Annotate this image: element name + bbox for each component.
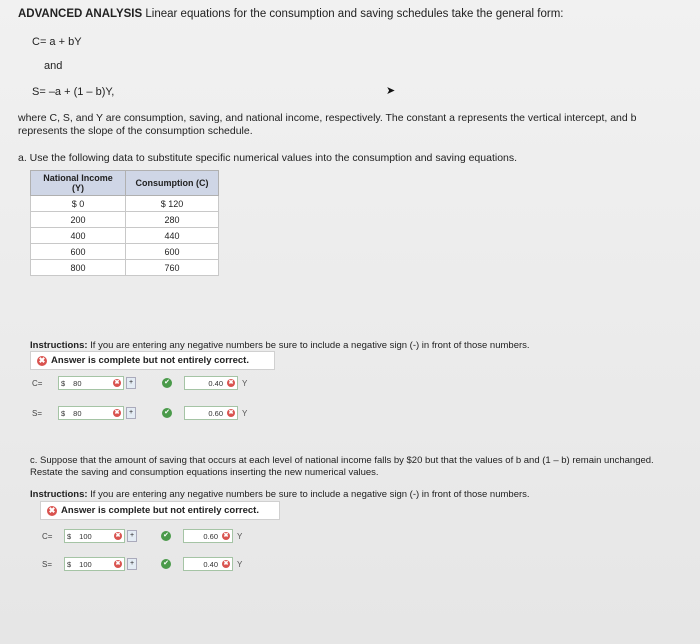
incorrect-icon: ✖ [114,410,120,416]
slope-input[interactable] [183,529,233,543]
instructions-text: If you are entering any negative numbers be sure to include a negative sign (-) in front of those numbers. [87,340,530,351]
slope-value: 0.60 [208,408,223,418]
slope-input[interactable] [184,376,238,390]
table-row [31,260,219,276]
equation-label: C= [42,531,53,541]
table-cell: $ 120 [126,196,219,212]
income-consumption-table [30,170,219,276]
intercept-input[interactable] [64,529,125,543]
instructions-c [30,489,530,500]
slope-value: 0.60 [203,531,218,541]
intercept-input[interactable] [58,406,124,420]
table-header-row [31,171,219,196]
definition-paragraph: where C, S, and Y are consumption, saving, and national income, respectively. The constant a represents the vertical intercept, and b represents the slope of the consumption schedule. [18,112,637,137]
operator-dropdown[interactable]: + [126,407,136,419]
question-heading [18,8,563,20]
column-header: Consumption (C) [126,171,219,196]
correct-icon: ✔ [161,559,171,569]
equation-consumption: C= a + bY [32,36,82,48]
incorrect-icon: ✖ [223,561,229,567]
table-row [31,244,219,260]
equation-label: C= [32,378,43,388]
answer-status-a [30,351,275,370]
slope-value: 0.40 [208,378,223,388]
table-cell: 800 [31,260,126,276]
saving-equation-row-a [32,406,247,420]
table-cell: 440 [126,228,219,244]
answer-status-text: Answer is complete but not entirely correct. [61,505,259,516]
intercept-input[interactable] [64,557,125,571]
operator-dropdown[interactable]: + [126,377,136,389]
table-cell: 600 [126,244,219,260]
incorrect-icon: ✖ [48,505,56,515]
slope-input[interactable] [184,406,238,420]
heading-label: ADVANCED ANALYSIS [18,8,143,20]
mouse-pointer-icon: ➤ [386,85,396,97]
equation-label: S= [42,559,53,569]
incorrect-icon: ✖ [114,380,120,386]
slope-value: 0.40 [203,559,218,569]
table-cell: 200 [31,212,126,228]
part-a-prompt: a. Use the following data to substitute specific numerical values into the consumption and saving equations. [18,152,518,164]
part-c-prompt: c. Suppose that the amount of saving that occurs at each level of national income falls by $20 but that the values of b and (1 – b) remain unchanged. Restate the saving and consumption equations inserting the new numerical values. [30,455,654,478]
dollar-sign: $ [61,378,66,388]
table-row [31,196,219,212]
instructions-label: Instructions: [30,489,88,500]
instructions-a [30,340,530,351]
operator-dropdown[interactable]: + [127,558,137,570]
correct-icon: ✔ [162,408,172,418]
dollar-sign: $ [61,408,66,418]
intercept-value: 100 [79,559,92,569]
answer-status-c [40,501,280,520]
saving-equation-row-c [42,557,242,571]
table-cell: 280 [126,212,219,228]
correct-icon: ✔ [161,531,171,541]
table-cell: 760 [126,260,219,276]
variable-y: Y [242,408,248,418]
equation-saving: S= –a + (1 – b)Y, [32,86,115,98]
instructions-label: Instructions: [30,340,88,351]
answer-status-text: Answer is complete but not entirely correct. [51,355,249,366]
table-row [31,228,219,244]
variable-y: Y [237,531,243,541]
correct-icon: ✔ [162,378,172,388]
table-cell: 600 [31,244,126,260]
incorrect-icon: ✖ [115,561,121,567]
variable-y: Y [237,559,243,569]
consumption-equation-row-c [42,529,242,543]
incorrect-icon: ✖ [38,355,46,365]
dollar-sign: $ [67,559,72,569]
intercept-value: 100 [79,531,92,541]
dollar-sign: $ [67,531,72,541]
and-text: and [44,60,63,72]
incorrect-icon: ✖ [228,410,234,416]
variable-y: Y [242,378,248,388]
equation-label: S= [32,408,43,418]
intercept-value: 80 [73,378,82,388]
table-cell: $ 0 [31,196,126,212]
instructions-text: If you are entering any negative numbers be sure to include a negative sign (-) in front of those numbers. [87,489,530,500]
table-cell: 400 [31,228,126,244]
incorrect-icon: ✖ [228,380,234,386]
heading-text: Linear equations for the consumption and saving schedules take the general form: [142,8,564,20]
table-row [31,212,219,228]
intercept-value: 80 [73,408,82,418]
operator-dropdown[interactable]: + [127,530,137,542]
incorrect-icon: ✖ [115,533,121,539]
intercept-input[interactable] [58,376,124,390]
incorrect-icon: ✖ [223,533,229,539]
column-header: National Income (Y) [31,171,126,196]
slope-input[interactable] [183,557,233,571]
consumption-equation-row-a [32,376,247,390]
